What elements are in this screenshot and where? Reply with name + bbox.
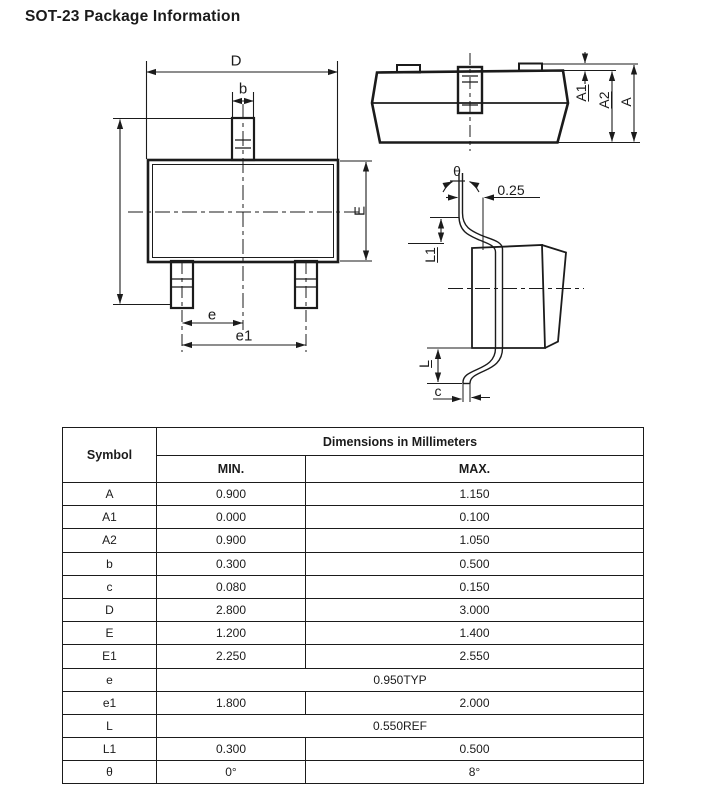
dim-label-theta: θ (453, 163, 461, 179)
min-cell: 1.800 (157, 691, 306, 714)
dimensions-table-body (63, 483, 644, 784)
dim-label-0-25: 0.25 (497, 182, 525, 198)
max-cell: 0.150 (306, 575, 644, 598)
max-cell: 0.500 (306, 552, 644, 575)
table-row (63, 552, 644, 575)
typ-cell: 0.950TYP (157, 668, 644, 691)
symbol-cell: L (63, 714, 157, 737)
dim-label-E: E (351, 205, 369, 217)
symbol-cell: e1 (63, 691, 157, 714)
dim-label-c: c (434, 383, 442, 399)
min-cell: 2.800 (157, 598, 306, 621)
symbol-cell: θ (63, 761, 157, 784)
table-row (63, 575, 644, 598)
min-header: MIN. (157, 456, 306, 483)
min-cell: 0.080 (157, 575, 306, 598)
table-row (63, 738, 644, 761)
dimensions-table-header (63, 428, 644, 483)
dim-label-A2: A2 (596, 91, 612, 109)
min-cell: 0.900 (157, 483, 306, 506)
max-cell: 1.050 (306, 529, 644, 552)
table-row (63, 668, 644, 691)
table-row (63, 714, 644, 737)
min-cell: 0.000 (157, 506, 306, 529)
symbol-cell: D (63, 598, 157, 621)
dim-label-e: e (207, 306, 217, 324)
symbol-cell: E1 (63, 645, 157, 668)
front-view-drawing (113, 61, 372, 352)
max-cell: 0.100 (306, 506, 644, 529)
lead-detail-drawing (408, 173, 584, 402)
symbol-cell: c (63, 575, 157, 598)
table-row (63, 691, 644, 714)
min-cell: 0.300 (157, 552, 306, 575)
symbol-cell: L1 (63, 738, 157, 761)
dim-label-D: D (230, 52, 242, 70)
symbol-cell: E (63, 622, 157, 645)
dim-label-L: L (416, 360, 432, 368)
min-cell: 0° (157, 761, 306, 784)
min-cell: 2.250 (157, 645, 306, 668)
dim-label-b: b (238, 80, 248, 98)
dim-label-A: A (618, 97, 634, 107)
table-row (63, 761, 644, 784)
page-title: SOT-23 Package Information (25, 8, 241, 25)
max-cell: 8° (306, 761, 644, 784)
max-cell: 1.400 (306, 622, 644, 645)
table-row (63, 645, 644, 668)
symbol-cell: A1 (63, 506, 157, 529)
max-cell: 0.500 (306, 738, 644, 761)
min-cell: 0.300 (157, 738, 306, 761)
table-row (63, 598, 644, 621)
dim-label-e1: e1 (235, 327, 253, 345)
table-row (63, 483, 644, 506)
dimensions-table (62, 427, 644, 784)
symbol-cell: e (63, 668, 157, 691)
symbol-cell: A (63, 483, 157, 506)
typ-cell: 0.550REF (157, 714, 644, 737)
max-cell: 2.000 (306, 691, 644, 714)
min-cell: 0.900 (157, 529, 306, 552)
table-row (63, 529, 644, 552)
max-header: MAX. (306, 456, 644, 483)
symbol-cell: b (63, 552, 157, 575)
dim-label-A1: A1 (573, 84, 589, 102)
max-cell: 2.550 (306, 645, 644, 668)
max-cell: 3.000 (306, 598, 644, 621)
table-row (63, 622, 644, 645)
max-cell: 1.150 (306, 483, 644, 506)
dims-header: Dimensions in Millimeters (157, 428, 644, 456)
table-row (63, 506, 644, 529)
min-cell: 1.200 (157, 622, 306, 645)
dim-label-L1: L1 (422, 247, 438, 263)
symbol-header: Symbol (63, 428, 157, 483)
symbol-cell: A2 (63, 529, 157, 552)
